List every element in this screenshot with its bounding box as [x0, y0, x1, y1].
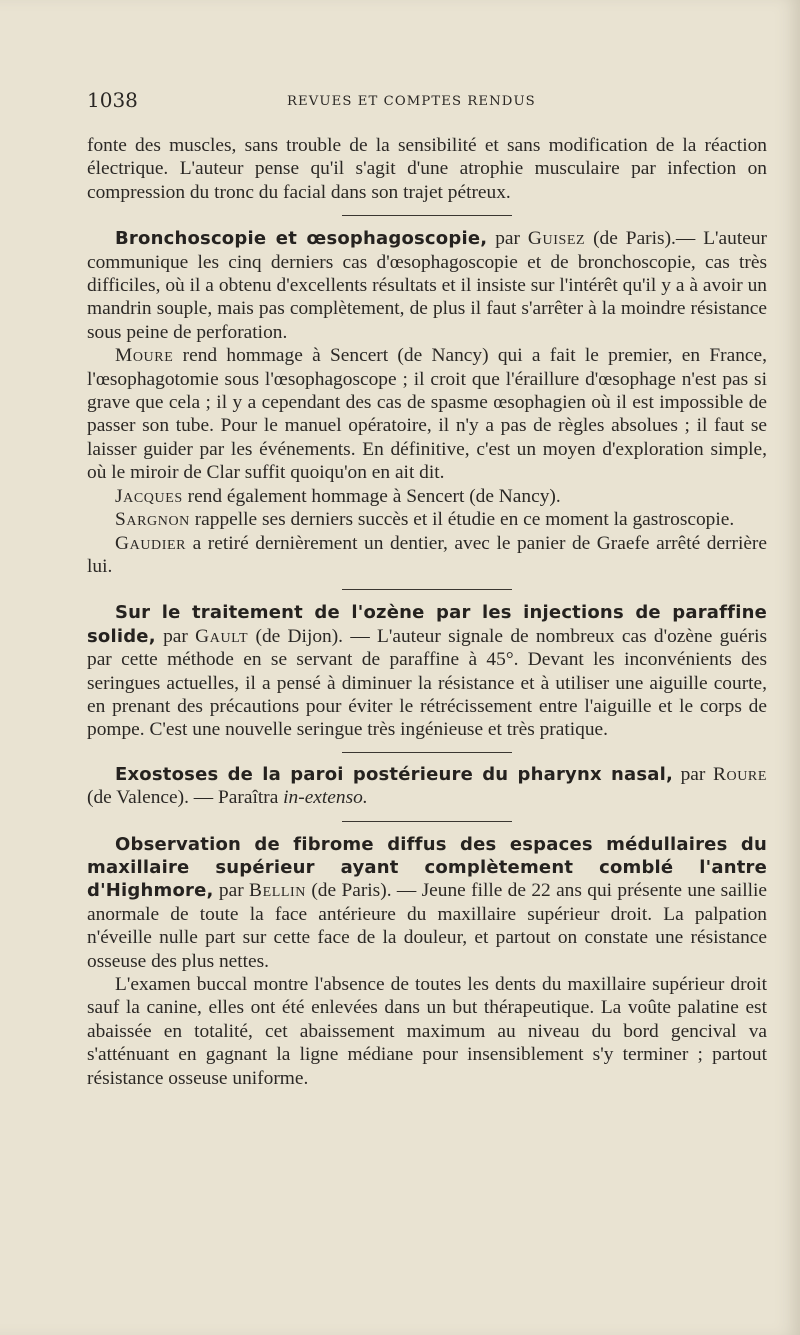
section-text: (de Dijon). — L'auteur signale de nombreux cas d'ozène guéris par cette méthode en se servant de paraffine à 45°. Devant les inconvénients des seringues actuelles, il a pensé à diminuer la résistance et à utiliser une aiguille courte, en prenant des précautions pour éviter le rétrécissement entre l'aiguille et le corps de pompe. C'est une nouvelle seringue très ingénieuse et très pratique. [87, 625, 767, 741]
section-divider [342, 215, 512, 216]
author-name: Guisez [527, 228, 586, 250]
paragraph-sargnon [87, 508, 767, 531]
page-number: 1038 [87, 88, 138, 112]
by-word: par [155, 625, 196, 647]
author-name: Moure [115, 345, 174, 367]
by-word: par [673, 763, 713, 785]
author-name: Gault [195, 625, 249, 647]
by-word: par [487, 228, 528, 250]
running-head: REVUES ET COMPTES RENDUS [287, 94, 536, 109]
section-divider [342, 752, 512, 753]
section-title: Exostoses de la paroi postérieure du pharynx nasal, [115, 763, 674, 785]
paragraph-text: rend également hommage à Sencert (de Nancy). [182, 485, 561, 507]
in-extenso-note: in-extenso. [283, 787, 368, 809]
section-text: (de Paris).— L'auteur communique les cinq derniers cas d'œsophagoscopie et de bronchoscopie, cas très difficiles, où il a obtenu d'excellents résultats et il insiste sur l'intérêt qu'il y a à avoir un mandrin souple, mais pas complètement, de plus il faut s'arrêter à la moindre résistance sous peine de perforation. [87, 228, 767, 343]
section-bronchoscopie [87, 227, 767, 344]
paragraph-text: rappelle ses derniers succès et il étudie en ce moment la gastroscopie. [189, 509, 735, 531]
author-name: Sargnon [115, 509, 190, 531]
section-title: Observation de fibrome diffus des espaces médullaires du maxillaire supérieur ayant complètement comblé l'antre d'Highmore, [87, 833, 767, 902]
paragraph-examen: L'examen buccal montre l'absence de toutes les dents du maxillaire supérieur droit sauf la canine, elles ont été enlevées dans un but thérapeutique. La voûte palatine est abaissée en totalité, cet abaissement maximum au niveau du bord gencival va s'atténuant en gagnant la ligne médiane pour insensiblement s'y terminer ; partout résistance osseuse uniforme. [87, 974, 767, 1089]
paragraph-text: a retiré dernièrement un dentier, avec le panier de Graefe arrêté derrière lui. [87, 532, 767, 577]
section-ozene [87, 601, 767, 741]
paragraph-moure [87, 344, 767, 484]
section-divider [342, 589, 512, 590]
paragraph-jacques [87, 485, 767, 508]
page-header [87, 88, 767, 114]
intro-paragraph: fonte des muscles, sans trouble de la sensibilité et sans modification de la réaction électrique. L'auteur pense qu'il s'agit d'une atrophie musculaire par infection on compression du tronc du facial dans son trajet pétreux. [87, 135, 767, 203]
section-fibrome [87, 833, 767, 973]
section-exostoses [87, 763, 767, 810]
section-text: (de Valence). — Paraîtra [87, 787, 284, 809]
paragraph-text: rend hommage à Sencert (de Nancy) qui a fait le premier, en France, l'œsophagotomie sous l'œsophagoscope ; il croit que l'éraillure d'œsophage n'est pas si grave que cela ; il y a cependant des cas de spasme œsophagien où il est impossible de passer son tube. Pour le manuel opératoire, il n'y a pas de règles absolues ; il faut se laisser guider par les événements. En définitive, c'est un moyen d'exploration simple, où le miroir de Clar suffit quoiqu'on en ait dit. [87, 345, 767, 484]
author-name: Roure [712, 763, 767, 785]
paragraph-gaudier [87, 532, 767, 579]
author-name: Jacques [115, 485, 183, 507]
section-text: (de Paris). — Jeune fille de 22 ans qui présente une saillie anormale de toute la face antérieure du maxillaire supérieur droit. La palpation n'éveille nulle part sur cette face de la douleur, et partout on constate une résistance osseuse des plus nettes. [87, 880, 767, 972]
section-title: Bronchoscopie et œsophagoscopie, [115, 228, 488, 250]
section-title: Sur le traitement de l'ozène par les injections de paraffine solide, [87, 602, 767, 647]
article-body [87, 134, 767, 1090]
author-name: Gaudier [115, 532, 187, 554]
by-word: par [213, 880, 250, 902]
author-name: Bellin [249, 880, 306, 902]
section-divider [342, 821, 512, 822]
